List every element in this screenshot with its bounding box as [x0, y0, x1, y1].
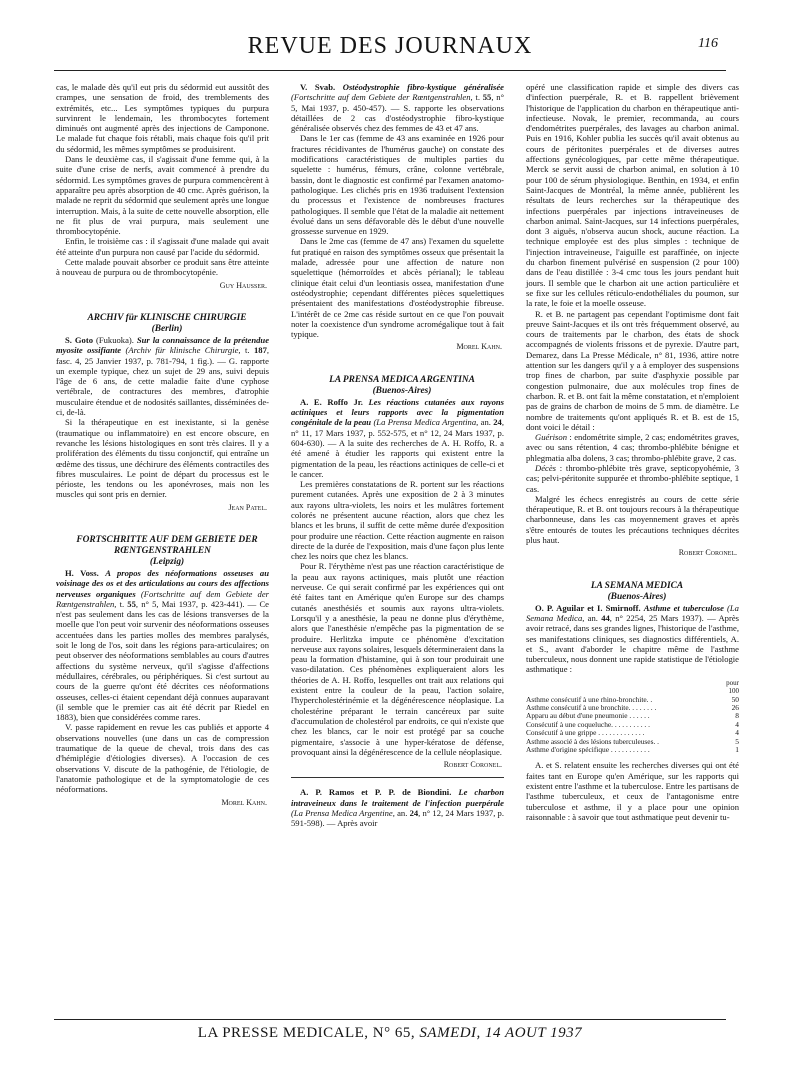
paragraph [526, 463, 739, 494]
article-entry [56, 568, 269, 722]
article-ref: , t. [470, 92, 483, 103]
article-author: V. Svab. [300, 82, 343, 92]
journal-place: (Buenos-Aires) [607, 591, 667, 602]
article-journal: (La Semana Medica [526, 602, 739, 623]
article-volume: 55 [482, 92, 492, 103]
paragraph [526, 432, 739, 463]
article-journal: (La Prensa Medica Argentine [291, 808, 393, 818]
article-body: , n° 2254, 25 Mars 1937). — Après avoir retracé, dans ses grandes lignes, l'historique de l'asthme, ses manifestations cliniques, ses diagnostics différentiels, A. et S., avant d'aborder le chapitre même de l'asthme tuberculeux, nous donnent une rapide statistique de l'étiologie asthmatique : [526, 612, 739, 675]
article-volume: 44 [601, 612, 610, 623]
table-cell-label: Asthme d'origine spécifique . . . . . . . . . . . [526, 744, 650, 754]
page-header [54, 30, 726, 71]
journal-heading: LA SEMANA MEDICA [590, 580, 684, 591]
footer-date: SAMEDI, 14 AOUT 1937 [419, 1025, 583, 1041]
article-entry [291, 397, 504, 479]
table-cell-value: 26 [731, 702, 739, 712]
article-ref: , an. [582, 612, 602, 623]
article-author: S. Goto [65, 334, 94, 345]
article-entry [526, 603, 739, 675]
paragraph: Enfin, le troisième cas : il s'agissait d'une malade qui avait été atteinte d'un purpura non causé par l'acide du sédormid. [56, 236, 269, 257]
journal-heading: LA PRENSA MEDICA ARGENTINA [329, 374, 475, 385]
journal-section-title: REVUE DES JOURNAUX [247, 33, 533, 59]
journal-heading: ARCHIV für KLINISCHE CHIRURGIE [87, 312, 247, 323]
outcome-label: Décès [535, 462, 556, 473]
paragraph: Dans le 2me cas (femme de 47 ans) l'examen du squelette fut pratiqué en raison des symptômes osseux que présentait la malade, adressée pour une affection de nature non squelettique (hémorroïdes et abcès périanal); le tableau clinique était celui d'un leontiasis ossea, manifestation d'une ostéodystrophie; cependant différentes pièces squelettiques présentaient des manifestations d'ostéodystrophie fibreuse. L'intérêt de ce 2me cas réside surtout en ce que l'on pouvait noter la coexistence d'un syndrome acromégalique tout à fait typique. [291, 236, 504, 340]
table-cell-label: Consécutif à une coqueluche. . . . . . . . . . . [526, 719, 650, 729]
footer-text [54, 1025, 726, 1042]
article-affiliation: (Fukuoka). [93, 334, 137, 345]
article-title: Les réactions cutanées aux rayons actiniques et leurs rapports avec la pigmentation congénitale de la peau [291, 396, 505, 428]
article-title: Sur la connaissance de la prétendue myosite ossifiante [56, 334, 270, 356]
author-signature: Morel Kahn. [456, 342, 502, 352]
article-author: H. Voss. [65, 567, 106, 578]
article-entry [291, 82, 504, 133]
paragraph: Dans le deuxième cas, il s'agissait d'une femme qui, à la suite d'une crise de nerfs, avait commencé à prendre du sédormid. Les symptômes graves de purpura commencèrent à apparaître peu après absorption de 40 cmc. Après guérison, la malade ne reprit du sédormid que seulement après une longue interruption. Mais, à la suite de cette nouvelle absorption, elle ne fit plus de vrai purpura, mais seulement une thrombocytopénie. [56, 154, 269, 237]
column-left [56, 82, 269, 808]
article-author: A. E. Roffo Jr. [300, 396, 369, 407]
article-journal: (Fortschritte auf dem Gebiete der Rœntgenstrahlen [291, 92, 471, 103]
article-volume: 55 [127, 598, 136, 609]
table-cell-value: 8 [735, 711, 739, 721]
table-cell-value: 4 [735, 728, 739, 738]
table-cell-value: 5 [735, 736, 739, 746]
article-journal: (Fortschritte auf dem Gebiete der Rœntgenstrahlen [56, 588, 269, 609]
etiology-table [526, 679, 739, 755]
paragraph: cas, le malade dès qu'il eut pris du sédormid eut aussitôt des crampes, une sensation de froid, des tremblements des extrémités, etc... Les symptômes typiques du purpura survinrent le lendemain, les thrombocytes fortement diminués ont augmenté après des injections de Camponone. Le malade fut chaque fois rétabli, mais chaque fois qu'il prit du sédormid, les mêmes symptômes se produisirent. [56, 82, 269, 154]
paragraph: A. et S. relatent ensuite les recherches diverses qui ont été faites tant en Europe qu'en Amérique, sur les rapports qui existent entre l'asthme et la tuberculose. Entre les partisans de l'asthme tuberculeux, et ceux de l'antagonisme entre tuberculose et asthme, il y a place pour une opinion raisonnable : à savoir que tout asthmatique peut devenir tu- [526, 760, 739, 822]
table-cell-label: Asthme associé à des lésions tuberculeuses. . [526, 736, 659, 746]
journal-place: (Leipzig) [149, 556, 185, 567]
table-cell-value: 50 [731, 694, 739, 704]
column-right [526, 82, 739, 822]
article-ref: , t. [238, 345, 254, 356]
table-cell-label: Consécutif à une grippe . . . . . . . . . . . . . [526, 728, 645, 738]
author-signature: Morel Kahn. [221, 797, 267, 807]
article-title: Le charbon intraveineux dans le traitement de l'infection puerpérale [291, 787, 504, 808]
section-divider [291, 777, 504, 778]
article-body: , n° 11, 17 Mars 1937, p. 552-575, et n° 12, 24 Mars 1937, p. 604-630). — A la suite des recherches de A. H. Roffo, R. a été amené à étudier les rapports qui existent entre la pigmentation de la peau, les réactions actiniques de celle-ci et le cancer. [291, 417, 504, 479]
article-entry [56, 335, 269, 417]
paragraph: Pour R. l'érythème n'est pas une réaction caractéristique de la peau aux rayons actiniques, mais plutôt une réaction nerveuse. Ce qui serait confirmé par les expériences qui ont été faites tant en Amérique qu'en Europe sur des champs cutanés anesthésiés et soumis aux rayons ultra-violets. Lorsqu'il y a anesthésie, la peau ne donne plus d'érythème, alors que l'anesthésie n'empêche pas la pigmentation de se produire. Herlitzka impute ce phénomène d'excitation nerveuse aux rayons solaires, lesquels détermineraient dans la peau la formation d'histamine, qui à son tour produirait une vaso-dilatation. Ces phénomènes expliqueraient alors les théories de A. H. Roffo, lesquelles ont trait aux relations qui existent entre la couleur de la peau, l'action solaire, l'hypercholestérinémie et la dégénérescence néoplasique. La cholestérine préparant le terrain cancéreux par suite d'accumulation de cholestérol par endroits, ce qui n'existe que chez les blancs, car le noir est protégé par sa couche pigmentaire, s'associe à une hyper-kératose de défense, provoquant ainsi la dégénérescence de la cellule néoplasique. [291, 561, 504, 757]
table-row [526, 746, 739, 754]
author-signature: Robert Coronel. [443, 760, 502, 770]
author-signature: Robert Coronel. [678, 548, 737, 558]
article-volume: 24 [493, 417, 502, 428]
column-middle [291, 82, 504, 829]
paragraph: Si la thérapeutique en est inexistante, si la genèse (traumatique ou inflammatoire) en est encore obscure, en revanche les lésions histologiques en sont très claires. Il y a prolifération des éléments du tissu conjonctif, qui entraîne un œdème des tissus, une déchirure des éléments contractiles des fibres musculaires. Le point de départ du processus est le périoste, les tendons ou les aponévroses, mais non les muscles qui sont pris en dernier. [56, 417, 269, 500]
article-volume: 24 [409, 808, 419, 818]
table-cell-label: Asthme consécutif à une rhino-bronchite. . [526, 694, 653, 704]
article-title: Asthme et tuberculose [643, 602, 724, 613]
author-signature: Guy Hausser. [219, 280, 267, 290]
table-cell-value: 4 [735, 719, 739, 729]
paragraph: R. et B. ne partagent pas cependant l'optimisme dont fait preuve Saint-Jacques et ils ont très fréquemment observé, au cours de traitements par le charbon, des états de shock accompagnés de violents frissons et de pyrexie. D'autre part, Demarez, dans La Presse Médicale, n° 81, 1936, attire notre attention sur les dangers qu'il y a à employer des suspensions trop fines de charbon, par suite d'asphyxie possible par congestion pulmonaire, due aux molécules trop fines de charbon. R. et B. ont fait la même constatation, et n'emploient pas de grains de charbon de moins de 5 mm. de diamètre. Le nombre de traitements qu'ont appliqués R. et B. est de 15, dont voici le détail : [526, 308, 739, 432]
article-body: , fasc. 4, 25 Janvier 1937, p. 781-794, 1 fig.). — G. rapporte un exemple typique, chez un sujet de 29 ans, suivi depuis l'âge de 6 ans, de cette maladie faite d'une cyphose vertébrale, de contractures des membres, d'atrophie musculaire étendue et de nodosités saillantes, disséminées de-ci, de-là. [56, 345, 270, 418]
article-author: A. P. Ramos et P. P. de Biondini. [300, 787, 459, 798]
article-body: , n° 5, Mai 1937, p. 423-441). — Ce n'est pas seulement dans les cas de lésions transverses de la moelle que l'on peut voir survenir des néoformations osseuses accentuées dans les parties molles des membres paralysés, soit le long de l'os, soit dans les régions para-articulaires; on peut observer des néoformations semblables au cours d'autres affections du système nerveux, qu'il s'agisse d'affections médullaires, cérébrales, ou périphériques. Si c'est surtout au cours de la guerre qu'ont été décrites ces néoformations osseuses, celles-ci étaient cependant déjà connues auparavant (il semble que le premier cas ait été décrit par Riedel en 1883), bien que considérées comme rares. [56, 598, 270, 723]
article-journal: (Archiv für klinische Chirurgie [121, 345, 239, 356]
footer-journal: LA PRESSE MEDICALE, N° 65, [197, 1025, 420, 1041]
article-entry [291, 787, 504, 828]
article-title: Ostéodystrophie fibro-kystique généralisée [342, 82, 504, 92]
article-body: , n° 5, Mai 1937, p. 450-457). — S. rapporte les observations détaillées de 2 cas d'ostéodystrophie fibro-kystique généralisée observés chez des femmes de 43 et 47 ans. [291, 92, 504, 134]
article-ref: , an. [476, 417, 494, 428]
article-volume: 187 [253, 345, 267, 356]
article-ref: , t. [114, 598, 128, 609]
table-cell-label: Apparu au début d'une pneumonie . . . . . . [526, 711, 650, 721]
paragraph: Les premières constatations de R. portent sur les réactions purement cutanées. Après une exposition de 2 à 3 minutes aux rayons ultra-violets, les noirs et les mulâtres fortement colorés ne présentent aucune réaction, alors que chez les blancs et les bruns, il suffit de cette même durée d'exposition pour produire une réaction. Cette réaction augmente en raison directe de la durée de l'exposition, mais d'une façon plus lente chez les noirs que chez les blancs. [291, 479, 504, 562]
article-body: , n° 12, 24 Mars 1937, p. 591-598). — Après avoir [291, 808, 504, 829]
paragraph: V. passe rapidement en revue les cas publiés et apporte 4 observations nouvelles (une dans un cas de compression traumatique de la queue de cheval, trois dans des cas d'hémiplégie d'étiologies diverses). A l'occasion de ces observations V. discute de la pathogénie, de l'étiologie, de l'anatomie pathologique et de la symptomatologie de ces néoformations. [56, 722, 269, 795]
author-signature: Jean Patel. [228, 502, 267, 512]
table-cell-value: 1 [735, 744, 739, 754]
article-ref: , an. [392, 808, 410, 818]
journal-heading: FORTSCHRITTE AUF DEM GEBIETE DER RŒNTGENSTRAHLEN [76, 534, 258, 556]
article-author: O. P. Aguilar et I. Smirnoff. [535, 602, 644, 613]
table-header: pour 100 [726, 678, 739, 696]
outcome-label: Guérison [535, 432, 567, 443]
outcome-text: : thrombo-phlébite très grave, septicopyohémie, 3 cas; pelvi-péritonite suppurée et thrombo-phlébite septique, 1 cas. [526, 462, 739, 494]
paragraph: opéré une classification rapide et simple des divers cas d'infection puerpérale, R. et B. rappellent brièvement l'historique de l'application du charbon en thérapeutique anti-infectieuse. Novak, le premier, recommanda, au cours d'endométrites puerpérales, des lavages au charbon animal. Puis en 1916, Kohler publia les succès qu'il avait obtenus au cours de péritonites puerpérales et de diverses autres affections gynécologiques, par cette même thérapeutique. Merck se servit aussi de charbon animal, en solution à 10 pour 100 de sérum physiologique. Benthin, en 1934, et enfin Saint-Jacques de Montréal, la même année, publièrent les résultats de leurs recherches sur la thérapeutique des infections puerpérales par injections intraveineuses de charbon animal. Saint-Jacques, sur 14 infections puerpérales, dont 3 aiguës, n'observa aucun shock, aucune réaction. La technique employée est des plus simples : technique de l'injection intraveineuse, l'aiguille est paraffinée, on injecte du charbon finement pulvérisé en suspension (2 pour 100) dans de l'eau distillée : 3-4 cmc tous les jours pendant huit jours. Il semble que le charbon ait une action particulière et se fixe sur les cellules réticulo-endothéliales du poumon, sur la rate, le foie et la moelle osseuse. [526, 82, 739, 309]
paragraph: Dans le 1er cas (femme de 43 ans examinée en 1926 pour fractures récidivantes de l'humérus gauche) on constate des modifications caractéristiques de multiples parties du squelette : humérus, fémurs, crâne, colonne vertébrale, bassin, dont le diagnostic est confirmé par l'examen anatomo-pathologique. Les clichés pris en 1936 traduisent l'extension du processus et l'existence de nombreuses fractures pathologiques. Il semble que l'état de la maladie ait nettement évolué dans un sens défavorable dès le début d'une nouvelle grossesse survenue en 1929. [291, 133, 504, 237]
paragraph: Cette malade pouvait absorber ce produit sans être atteinte à nouveau de purpura ou de thrombocytopénie. [56, 257, 269, 278]
article-title: A propos des néoformations osseuses au voisinage des os et des articulations au cours des affections nerveuses organiques [56, 567, 269, 599]
table-cell-label: Asthme consécutif à une bronchite. . . . . . . . [526, 702, 657, 712]
paragraph: Malgré les échecs enregistrés au cours de cette série thérapeutique, R. et B. ont toujours recours à la thérapeutique charbonneuse, dans les cas moyennement graves et après s'être entourés de toutes les précautions techniques décrites plus haut. [526, 493, 739, 546]
journal-place: (Berlin) [151, 323, 183, 334]
page-number: 116 [698, 36, 718, 51]
journal-place: (Buenos-Aires) [372, 385, 432, 396]
outcome-text: : endométrite simple, 2 cas; endométrites graves, avec ou sans rétention, 4 cas; thrombo-phlébite bénigne et phlegmatia alba dolens, 3 cas; thrombo-phlébite grave, 2 cas. [526, 432, 739, 463]
article-journal: (La Prensa Medica Argentina [371, 417, 477, 428]
page-footer [54, 1019, 726, 1046]
